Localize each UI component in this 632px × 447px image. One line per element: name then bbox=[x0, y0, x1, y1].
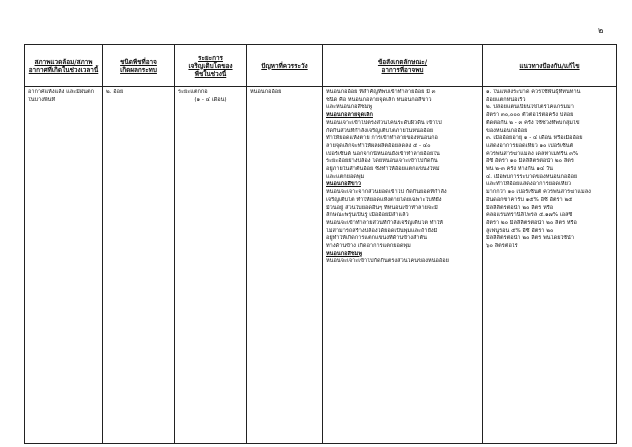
header-line: เกิดผลกระทบ bbox=[120, 65, 157, 74]
cell-crop bbox=[103, 87, 175, 444]
observation-line: อยู่ภายในลำต้นอ้อย ซึ่งทำให้อ้อยแตกแขนงใหม่ bbox=[326, 166, 440, 173]
condition-line: อากาศแห้งแล้ง และมีฝนตก bbox=[28, 89, 94, 95]
crop-advisory-table bbox=[24, 44, 617, 444]
observation-line: ทำให้ยอดแห้งตาย การเข้าทำลายของหนอนกอ bbox=[326, 135, 438, 142]
prevention-line: แสดงอาการยอดเหี่ยว ๑๐ เปอร์เซ็นต์ bbox=[486, 142, 574, 149]
observation-line: ลายจุดเล็กจะทำให้ผลผลิตอ้อยลดลง ๕ - ๔๐ bbox=[326, 142, 431, 149]
observation-line: หนอนจะเจาะเข้าไปกัดกินตรงส่วนโคนของหน่ออ้อย bbox=[326, 258, 449, 265]
cell-condition bbox=[25, 87, 103, 444]
prevention-line: มากกว่า ๑๐ เปอร์เซ็นต์ ควรพ่นสารฆ่าแมลง bbox=[486, 189, 591, 196]
observation-line: และหนอนกอสีชมพู bbox=[326, 104, 373, 111]
header-line: ปัญหาที่ควรระวัง bbox=[261, 61, 308, 70]
prevention-line: ๖๐ ลิตรต่อไร่ bbox=[486, 243, 518, 250]
prevention-line: พ่น ๒-๓ ครั้ง ห่างกัน ๑๔ วัน bbox=[486, 166, 553, 173]
stage-line: ระยะแตกกอ bbox=[178, 89, 208, 95]
observation-line: ชนิด คือ หนอนกอลายจุดเล็ก หนอนกอสีขาว bbox=[326, 96, 432, 103]
header-stage bbox=[175, 45, 247, 87]
header-line: แนวทางป้องกัน/แก้ไข bbox=[519, 61, 580, 70]
header-crop bbox=[103, 45, 175, 87]
header-problem bbox=[247, 45, 323, 87]
observation-line: ระยะอ้อยย่างปล้อง โดยหนอนเจาะเข้าไปกัดกิน bbox=[326, 158, 438, 165]
page-number: ๒ bbox=[598, 26, 604, 35]
cell-stage bbox=[175, 87, 247, 444]
condition-line: ในบางพื้นที่ bbox=[28, 96, 56, 103]
header-line: อากาศที่เกิดในช่วงเวลานี้ bbox=[28, 65, 99, 74]
prevention-line: ๔. เมื่อพบการระบาดของหนอนกออ้อย bbox=[486, 173, 578, 180]
prevention-line: มิลลิลิตรต่อน้ำ ๒๐ ลิตร พ่นโดยใช้น้ำ bbox=[486, 235, 574, 242]
header-line: อาการที่อาจพบ bbox=[381, 65, 424, 74]
observation-line: ลักษณะพรุนเป็นรู เมื่ออ้อยมีลำแล้ว bbox=[326, 212, 409, 219]
prevention-list bbox=[486, 89, 613, 251]
observation-line: เปอร์เซ็นต์ นอกจากนี้หนอนยังเข้าทำลายอ้อยใน bbox=[326, 150, 440, 157]
prevention-line: อัตรา ๓๐,๐๐๐ ตัวต่อไร่ต่อครั้ง ปล่อย bbox=[486, 112, 574, 119]
observation-line: หนอนกออ้อย ที่สำคัญที่พบเข้าทำลายอ้อย มี ๓ bbox=[326, 89, 436, 95]
header-line: พืชในช่วงนี้ bbox=[194, 69, 227, 78]
observation-list bbox=[326, 89, 479, 266]
prevention-line: อ้อยแตกหน่อเร็ว bbox=[486, 96, 526, 103]
observation-heading: หนอนกอสีขาว bbox=[326, 181, 361, 188]
prevention-line: อินดอกซาคาร์บ ๑๕% อีซี อัตรา ๒๕ bbox=[486, 196, 573, 203]
header-line: ชนิดพืชที่อาจ bbox=[120, 57, 157, 66]
observation-line: หนอนจะเจาะจากส่วนยอดเข้าไป กัดกินยอดที่กำลัง bbox=[326, 189, 447, 196]
prevention-line: และทำให้อ้อยแสดงอาการยอดเหี่ยว bbox=[486, 181, 571, 188]
header-prevention bbox=[483, 45, 617, 87]
problem-name: หนอนกออ้อย bbox=[250, 89, 282, 95]
header-line: ระยะการ bbox=[198, 53, 223, 62]
prevention-line: มิลลิลิตรต่อน้ำ ๒๐ ลิตร หรือ bbox=[486, 204, 554, 211]
prevention-line: ควรพ่นสารฆ่าแมลง เดลทาเมทริน ๓% bbox=[486, 150, 579, 157]
cell-problem bbox=[247, 87, 323, 444]
prevention-line: คลอแรนทรานิลิโพรล ๕.๑๗% เอสซี bbox=[486, 212, 573, 219]
prevention-line: ๓. เมื่ออ้อยอายุ ๑ - ๔ เดือน หรือเมื่ออ้อย bbox=[486, 135, 583, 142]
table-header-row bbox=[25, 45, 617, 87]
header-observations bbox=[323, 45, 483, 87]
prevention-line: ๒. ปล่อยแตนเบียนไข่ไตรโคแกรมมา bbox=[486, 104, 574, 111]
header-line: เจริญเติบโตของ bbox=[188, 61, 233, 70]
cell-observations bbox=[323, 87, 483, 444]
observation-line: กัดกินส่วนที่กำลังเจริญเติบโตภายในหน่ออ้อย bbox=[326, 127, 434, 134]
cell-prevention bbox=[483, 87, 617, 444]
observation-line: อยู่ทำให้เกิดการแตกแขนงที่ด้านข้างลำต้น bbox=[326, 235, 427, 242]
header-line: ข้อสังเกตลักษณะ/ bbox=[377, 57, 428, 66]
observation-line: ไม่สามารถสร้างปล้องได้ยอดเป็นพุ่มและถ้ายังมี bbox=[326, 227, 438, 234]
observation-heading: หนอนกอสีชมพู bbox=[326, 250, 363, 257]
prevention-line: ๑. ในแหล่งระบาด ควรใช้พันธุ์ที่ทนทาน bbox=[486, 89, 581, 95]
header-condition bbox=[25, 45, 103, 87]
stage-line: (๑ - ๔ เดือน) bbox=[194, 96, 227, 103]
prevention-line: ลูเฟนูรอน ๕% อีซี อัตรา ๒๐ bbox=[486, 227, 554, 234]
observation-line: ม้วนอยู่ ส่วนใบยอดอื่นๆ ที่หนอนเข้าทำลายจะมี bbox=[326, 204, 438, 211]
observation-heading: หนอนกอลายจุดเล็ก bbox=[326, 112, 373, 119]
table-row bbox=[25, 87, 617, 444]
header-line: สภาพแวดล้อม/สภาพ bbox=[34, 57, 93, 66]
prevention-line: ของหนอนกออ้อย bbox=[486, 127, 528, 134]
observation-line: และแตกยอดพุ่ม bbox=[326, 173, 365, 180]
observation-line: หนอนจะเข้าทำลายส่วนที่กำลังเจริญเติบโต ทำให้ bbox=[326, 219, 443, 226]
prevention-line: ติดต่อกัน ๒ - ๓ ครั้ง ใช้ช่วงที่พบกลุ่มไข่ bbox=[486, 119, 580, 126]
observation-line: เจริญเติบโต ทำให้ยอดแห้งตายโดยเฉพาะใบที่ยัง bbox=[326, 196, 442, 203]
crop-name: ๒. อ้อย bbox=[106, 89, 124, 95]
observation-line: หนอนเจาะเข้าไปตรงส่วนโคนระดับผิวดิน เข้าไป bbox=[326, 119, 442, 126]
prevention-line: อีซี อัตรา ๑๐ มิลลิลิตรต่อน้ำ ๒๐ ลิตร bbox=[486, 158, 574, 165]
prevention-line: อัตรา ๒๐ มิลลิลิตรต่อน้ำ ๒๐ ลิตร หรือ bbox=[486, 219, 577, 226]
observation-line: ทางด้านข้าง เกิดอาการแตกยอดพุ่ม bbox=[326, 243, 411, 250]
